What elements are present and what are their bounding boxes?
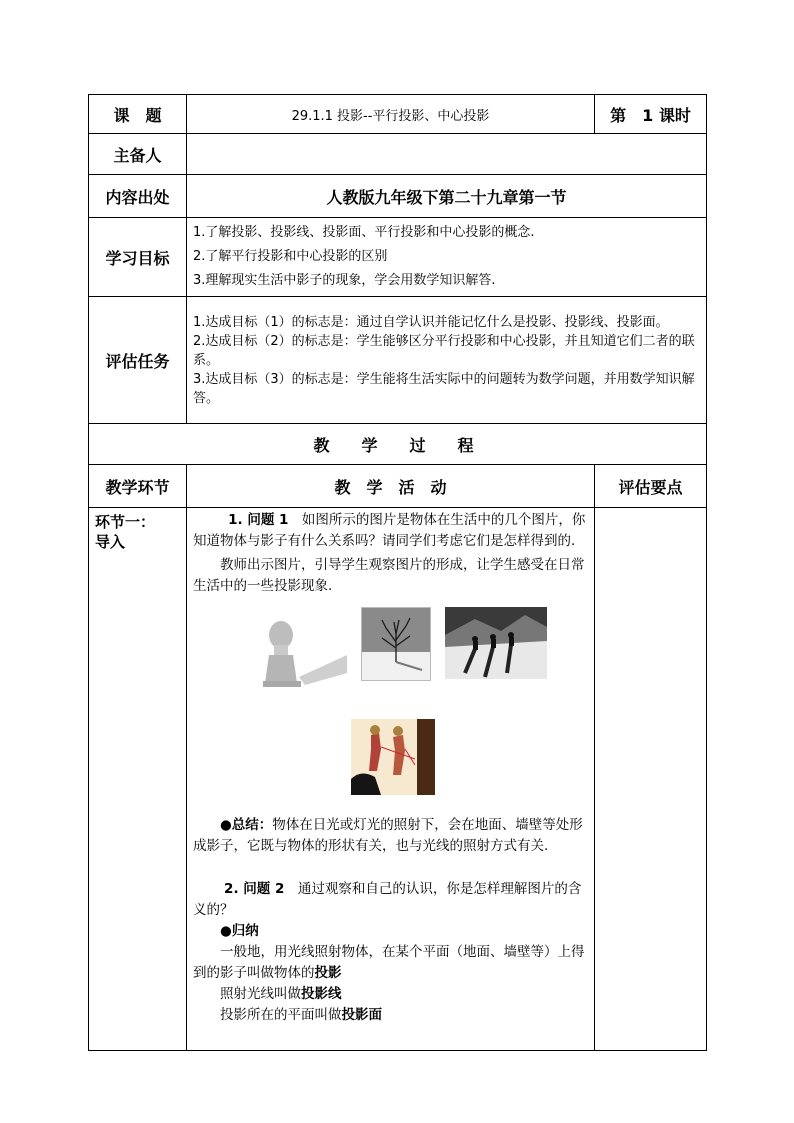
snow-tree-photo	[361, 607, 431, 681]
skiers-shadow-photo	[445, 607, 547, 679]
source-value: 人教版九年级下第二十九章第一节	[187, 175, 707, 218]
definition-projection-text: 一般地，用光线照射物体，在某个平面（地面、墙壁等）上得到的影子叫做物体的	[193, 944, 585, 981]
definition-projection-line	[193, 984, 588, 1005]
stage1-sublabel: 导入	[95, 533, 126, 551]
question2	[193, 879, 588, 921]
objective-item: 3.理解现实生活中影子的现象，学会用数学知识解答.	[193, 273, 496, 288]
col-activity-header: 教 学 活 动	[187, 465, 595, 508]
term-projection-line: 投影线	[301, 986, 342, 1002]
definition-projection	[193, 942, 588, 984]
question2-text: 通过观察和自己的认识，你是怎样理解图片的含义的？	[193, 881, 582, 918]
assessment-item: 2.达成目标（2）的标志是：学生能够区分平行投影和中心投影，并且知道它们二者的联系。	[193, 333, 695, 368]
assessment-cell	[187, 297, 707, 424]
term-projection-plane: 投影面	[341, 1007, 382, 1023]
process-header	[89, 424, 707, 465]
question1	[193, 510, 588, 552]
objectives-label: 学习目标	[89, 218, 187, 297]
preparer-label: 主备人	[89, 134, 187, 175]
topic-value: 29.1.1 投影--平行投影、中心投影	[187, 95, 595, 134]
preparer-value	[187, 134, 707, 175]
stage1-label-cell	[89, 508, 187, 1051]
summary-text: 物体在日光或灯光的照射下，会在地面、墙壁等处形成影子，它既与物体的形状有关，也与光线的照射方式有关.	[193, 817, 583, 854]
objectives-cell	[187, 218, 707, 297]
stage1-label: 环节一：	[95, 513, 156, 531]
lesson-plan-table	[88, 94, 707, 1051]
question1-number: 1. 问题 1	[228, 512, 289, 528]
induce-heading	[193, 921, 588, 942]
photo-area	[193, 597, 588, 797]
definition-projection-plane-text: 投影所在的平面叫做	[220, 1007, 342, 1023]
topic-label: 课 题	[89, 95, 187, 134]
question1-text: 如图所示的图片是物体在生活中的几个图片，你知道物体与影子有什么关系吗？请同学们考虑它们是怎样得到的.	[193, 512, 586, 549]
lesson-plan-document	[88, 94, 706, 1051]
stage1-points-cell	[595, 508, 707, 1051]
col-points-header: 评估要点	[595, 465, 707, 508]
definition-projection-plane	[193, 1005, 588, 1026]
summary-label: ●总结：	[220, 817, 273, 833]
assessment-item: 1.达成目标（1）的标志是：通过自学认识并能记忆什么是投影、投影线、投影面。	[193, 314, 669, 330]
shadow-puppet-photo	[351, 719, 435, 795]
summary	[193, 815, 588, 857]
assessment-item: 3.达成目标（3）的标志是：学生能将生活实际中的问题转为数学问题，并用数学知识解答。	[193, 371, 695, 406]
lesson-number: 第 1 课时	[595, 95, 707, 134]
process-header-text: 教 学 过 程	[313, 435, 482, 455]
induce-label: ●归纳	[220, 923, 259, 939]
objective-item: 1.了解投影、投影线、投影面、平行投影和中心投影的概念.	[193, 225, 535, 240]
teacher-instruction: 教师出示图片，引导学生观察图片的形成，让学生感受在日常生活中的一些投影现象.	[193, 557, 585, 594]
definition-projection-line-text: 照射光线叫做	[220, 986, 301, 1002]
assessment-label: 评估任务	[89, 297, 187, 424]
col-stage-header: 教学环节	[89, 465, 187, 508]
objective-item: 2.了解平行投影和中心投影的区别	[193, 249, 388, 264]
source-label: 内容出处	[89, 175, 187, 218]
question2-number: 2. 问题 2	[224, 881, 285, 897]
stage1-activity-cell	[187, 508, 595, 1051]
bust-statue-shadow-photo	[259, 615, 347, 689]
term-projection: 投影	[314, 965, 342, 981]
